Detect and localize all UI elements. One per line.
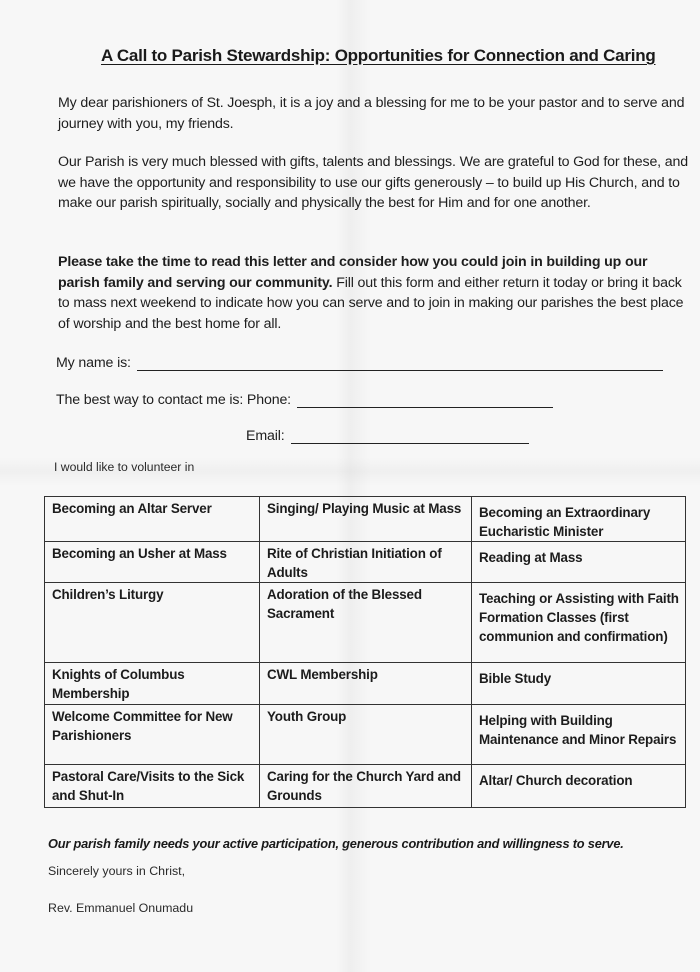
volunteer-option[interactable]: Youth Group: [260, 705, 472, 765]
blessings-paragraph: Our Parish is very much blessed with gifts, talents and blessings. We are grateful to God for these, and we have the opportunity and responsibility to use our gifts generously – to build up His Church, and to make our parish spiritually, socially and physically the best for Him and for one another.: [58, 154, 688, 211]
volunteer-option[interactable]: Knights of Columbus Membership: [45, 663, 260, 705]
volunteer-option[interactable]: Teaching or Assisting with Faith Formation Classes (first communion and confirmation): [472, 583, 686, 663]
name-field[interactable]: [137, 357, 663, 371]
email-field-row: [246, 428, 529, 444]
volunteer-option[interactable]: Singing/ Playing Music at Mass: [260, 497, 472, 542]
volunteer-option[interactable]: Rite of Christian Initiation of Adults: [260, 542, 472, 583]
table-row: [45, 705, 686, 765]
volunteer-option[interactable]: Becoming an Usher at Mass: [45, 542, 260, 583]
volunteer-option[interactable]: Welcome Committee for New Parishioners: [45, 705, 260, 765]
signoff: Sincerely yours in Christ,: [48, 864, 186, 878]
table-row: [45, 583, 686, 663]
greeting-paragraph: My dear parishioners of St. Joesph, it is a joy and a blessing for me to be your pastor and to serve and journey with you, my friends.: [58, 95, 685, 132]
phone-label: The best way to contact me is: Phone:: [56, 392, 291, 408]
volunteer-option[interactable]: CWL Membership: [260, 663, 472, 705]
table-row: [45, 765, 686, 808]
instructions-paragraph: [58, 252, 688, 334]
table-row: [45, 663, 686, 705]
volunteer-option[interactable]: Bible Study: [472, 663, 686, 705]
table-row: [45, 542, 686, 583]
name-label: My name is:: [56, 355, 131, 371]
instructions-bold-text: Please take the time to read this letter and consider how you could join in building up our parish family and serving our community.: [58, 254, 648, 291]
letter-title: A Call to Parish Stewardship: Opportunities for Connection and Caring: [101, 46, 656, 65]
closing-appeal: Our parish family needs your active participation, generous contribution and willingness to serve.: [48, 836, 624, 851]
phone-field[interactable]: [297, 394, 553, 408]
table-row: [45, 497, 686, 542]
volunteer-option[interactable]: Helping with Building Maintenance and Minor Repairs: [472, 705, 686, 765]
volunteer-options-table: [44, 496, 686, 808]
volunteer-label: I would like to volunteer in: [54, 460, 195, 474]
volunteer-option[interactable]: Becoming an Extraordinary Eucharistic Minister: [472, 497, 686, 542]
volunteer-option[interactable]: Caring for the Church Yard and Grounds: [260, 765, 472, 808]
volunteer-option[interactable]: Adoration of the Blessed Sacrament: [260, 583, 472, 663]
email-label: Email:: [246, 428, 285, 444]
email-field[interactable]: [291, 430, 529, 444]
phone-field-row: [56, 392, 553, 408]
volunteer-option[interactable]: Reading at Mass: [472, 542, 686, 583]
instructions-text: Fill out this form and either return it today or bring it back to mass next weekend to indicate how you can serve and to join in making our parishes the best place of worship and the best home for all.: [58, 274, 684, 332]
signature: Rev. Emmanuel Onumadu: [48, 901, 194, 915]
volunteer-option[interactable]: Children’s Liturgy: [45, 583, 260, 663]
volunteer-option[interactable]: Pastoral Care/Visits to the Sick and Shut-In: [45, 765, 260, 808]
volunteer-option[interactable]: Altar/ Church decoration: [472, 765, 686, 808]
name-field-row: [56, 355, 663, 371]
volunteer-option[interactable]: Becoming an Altar Server: [45, 497, 260, 542]
